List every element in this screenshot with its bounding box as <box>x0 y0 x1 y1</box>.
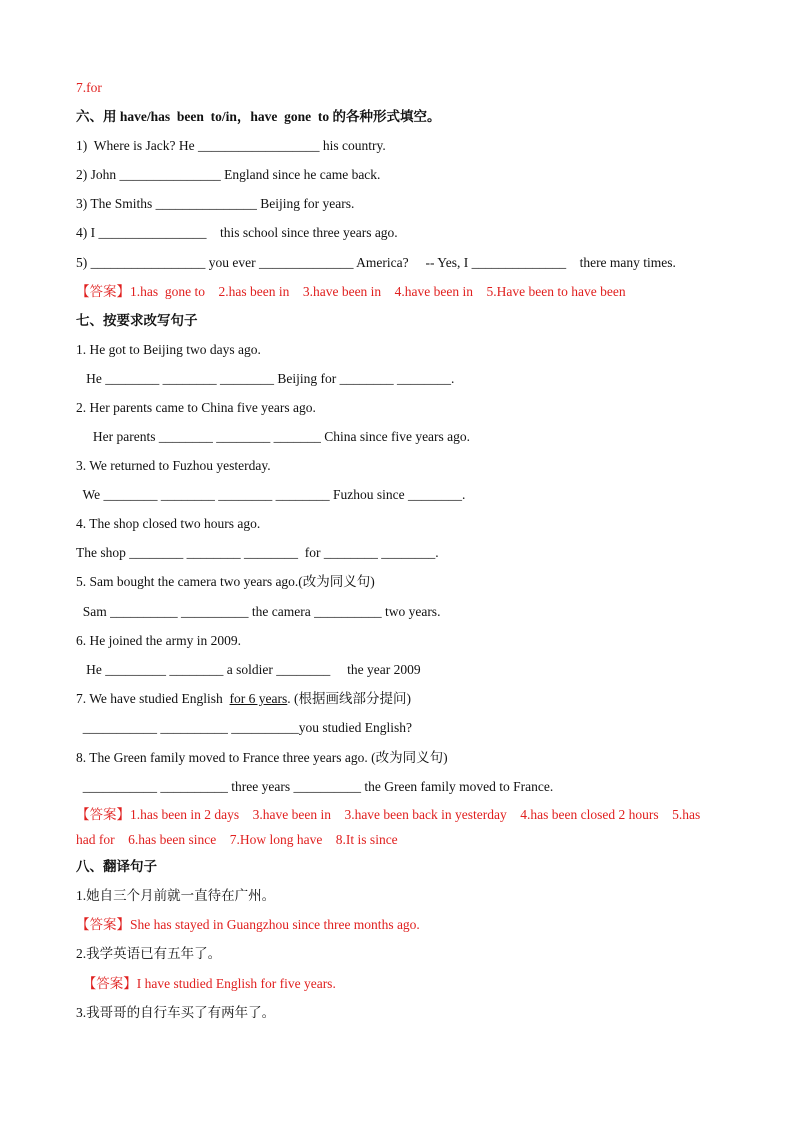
s8-question-3: 3.我哥哥的自行车买了有两年了。 <box>76 1005 276 1020</box>
s7-q7-prefix: 7. We have studied English <box>76 691 230 706</box>
s8-question-2: 2.我学英语已有五年了。 <box>76 946 222 961</box>
s7-rewrite-6: He _________ ________ a soldier ________ the year 2009 <box>76 662 421 677</box>
s8-answer-1: 【答案】She has stayed in Guangzhou since three months ago. <box>76 917 420 932</box>
prev-answer-7: 7.for <box>76 80 102 95</box>
s7-rewrite-4: The shop ________ ________ ________ for ________ ________. <box>76 545 439 560</box>
s7-rewrite-3: We ________ ________ ________ ________ Fuzhou since ________. <box>76 487 466 502</box>
s7-question-3: 3. We returned to Fuzhou yesterday. <box>76 458 271 473</box>
s6-answer: 【答案】1.has gone to 2.has been in 3.have been in 4.have been in 5.Have been to have been <box>76 284 626 299</box>
s8-question-1: 1.她自三个月前就一直待在广州。 <box>76 888 276 903</box>
s6-question-4: 4) I ________________ this school since three years ago. <box>76 225 398 240</box>
s7-rewrite-7: ___________ __________ __________you studied English? <box>76 720 412 735</box>
underlined-phrase: for 6 years <box>229 691 288 706</box>
section-7-heading: 七、按要求改写句子 <box>76 313 198 328</box>
s7-question-4: 4. The shop closed two hours ago. <box>76 516 261 531</box>
s7-question-8: 8. The Green family moved to France three years ago. (改为同义句) <box>76 750 448 765</box>
s8-answer-2: 【答案】I have studied English for five years. <box>76 976 336 991</box>
s7-question-7 <box>76 690 411 708</box>
s7-question-5: 5. Sam bought the camera two years ago.(改为同义句) <box>76 574 375 589</box>
s6-question-1: 1) Where is Jack? He __________________ his country. <box>76 138 386 153</box>
s6-question-3: 3) The Smiths _______________ Beijing for years. <box>76 196 355 211</box>
s7-rewrite-8: ___________ __________ three years __________ the Green family moved to France. <box>76 779 554 794</box>
s7-question-6: 6. He joined the army in 2009. <box>76 633 241 648</box>
section-8-heading: 八、翻译句子 <box>76 859 157 874</box>
s7-rewrite-5: Sam __________ __________ the camera __________ two years. <box>76 604 441 619</box>
s6-question-5: 5) _________________ you ever ______________ America? -- Yes, I ______________ there many times. <box>76 255 676 270</box>
section-6-heading: 六、用 have/has been to/in，have gone to 的各种形式填空。 <box>76 109 441 124</box>
s7-rewrite-1: He ________ ________ ________ Beijing for ________ ________. <box>76 371 455 386</box>
s6-question-2: 2) John _______________ England since he came back. <box>76 167 381 182</box>
s7-question-2: 2. Her parents came to China five years ago. <box>76 400 316 415</box>
s7-rewrite-2: Her parents ________ ________ _______ China since five years ago. <box>76 429 471 444</box>
s7-question-1: 1. He got to Beijing two days ago. <box>76 342 261 357</box>
s7-q7-suffix: . (根据画线部分提问) <box>287 691 412 706</box>
s7-answer-line-2: had for 6.has been since 7.How long have 8.It is since <box>76 832 398 847</box>
s7-answer-line-1: 【答案】1.has been in 2 days 3.have been in 3.have been back in yesterday 4.has been closed 2 hours 5.has <box>76 807 701 822</box>
